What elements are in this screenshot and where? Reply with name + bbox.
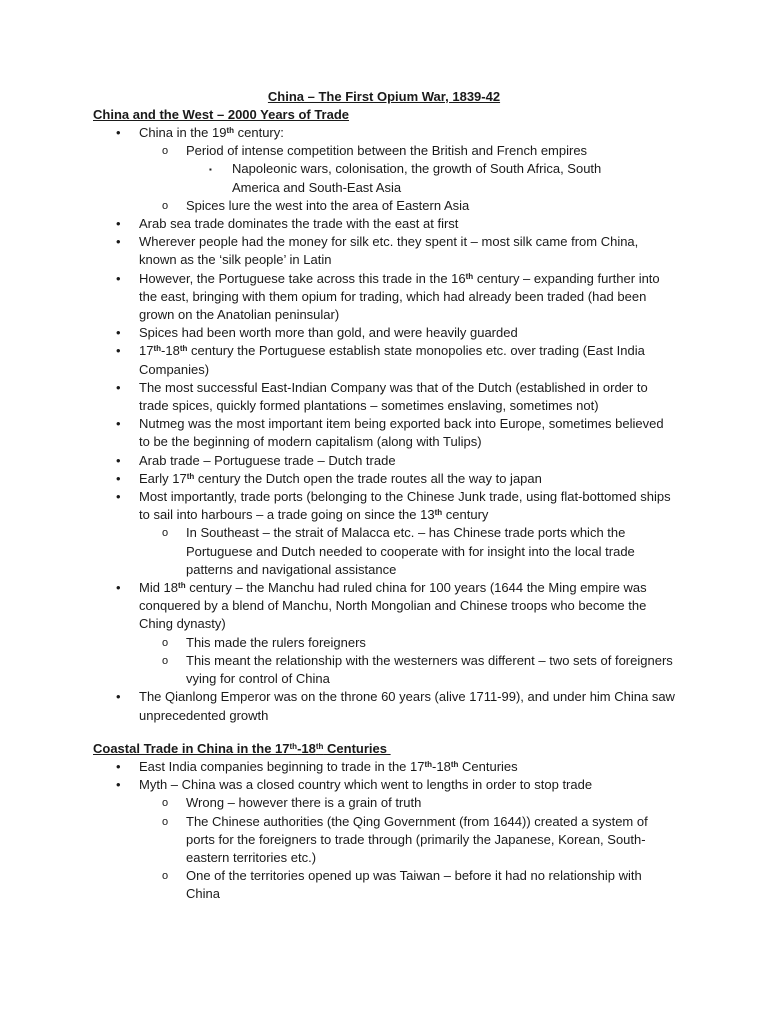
list-item-text: Early 17th century the Dutch open the trade routes all the way to japan bbox=[139, 470, 542, 486]
list-item-text: 17th-18th century the Portuguese establish state monopolies etc. over trading (East India Companies) bbox=[139, 343, 645, 377]
list-item-text: Mid 18th century – the Manchu had ruled china for 100 years (1644 the Ming empire was conquered by a blend of Manchu, North Mongolian and Chinese troops who become the Ching dynasty) bbox=[139, 580, 647, 632]
list-item bbox=[0, 215, 675, 233]
list-item-text: Arab sea trade dominates the trade with the east at first bbox=[139, 216, 459, 232]
bullet-marker-icon: • bbox=[116, 580, 121, 596]
bullet-marker-icon: • bbox=[116, 343, 121, 359]
list-item-text: This made the rulers foreigners bbox=[186, 634, 366, 650]
bullet-marker-icon: o bbox=[162, 654, 169, 667]
bullet-marker-icon: • bbox=[116, 777, 121, 793]
bullet-marker-icon: • bbox=[116, 125, 121, 140]
list-item bbox=[0, 488, 675, 524]
list-item bbox=[0, 634, 676, 652]
bullet-marker-icon: • bbox=[116, 759, 121, 774]
bullet-marker-icon: • bbox=[116, 489, 121, 505]
list-item bbox=[0, 688, 675, 724]
list-item-text: One of the territories opened up was Taiwan – before it had no relationship with China bbox=[186, 868, 642, 902]
list-item bbox=[0, 470, 675, 488]
list-item-text: Wrong – however there is a grain of truth bbox=[186, 795, 422, 811]
bullet-marker-icon: ▪ bbox=[209, 165, 212, 175]
list-item bbox=[0, 233, 675, 269]
list-item bbox=[0, 324, 675, 342]
list-item bbox=[0, 142, 676, 160]
section-heading: Coastal Trade in China in the 17th-18th Centuries bbox=[93, 741, 391, 756]
list-item bbox=[0, 415, 675, 451]
list-item bbox=[0, 652, 676, 688]
list-item-text: Nutmeg was the most important item being exported back into Europe, sometimes believed to be the beginning of modern capitalism (along with Tulips) bbox=[139, 416, 664, 450]
bullet-marker-icon: o bbox=[162, 145, 169, 158]
bullet-marker-icon: o bbox=[162, 870, 169, 883]
bullet-marker-icon: • bbox=[116, 416, 121, 432]
bullet-marker-icon: o bbox=[162, 815, 169, 828]
bullet-list bbox=[0, 124, 768, 725]
list-item bbox=[0, 452, 675, 470]
bullet-marker-icon: • bbox=[116, 325, 121, 341]
bullet-marker-icon: • bbox=[116, 470, 121, 486]
bullet-marker-icon: • bbox=[116, 270, 121, 286]
bullet-marker-icon: • bbox=[116, 234, 121, 250]
bullet-marker-icon: • bbox=[116, 689, 121, 705]
list-item-text: Spices had been worth more than gold, and were heavily guarded bbox=[139, 325, 518, 341]
list-item-text: Period of intense competition between the British and French empires bbox=[186, 143, 588, 159]
bullet-marker-icon: • bbox=[116, 452, 121, 468]
section-heading: China and the West – 2000 Years of Trade bbox=[93, 107, 350, 122]
list-item-text: Spices lure the west into the area of Eastern Asia bbox=[186, 197, 470, 213]
list-item bbox=[0, 867, 676, 903]
list-item-text: Most importantly, trade ports (belonging to the Chinese Junk trade, using flat-bottomed ships to sail into harbours – a trade going on since the 13th century bbox=[139, 489, 671, 523]
list-item bbox=[0, 160, 644, 196]
list-item-text: China in the 19th century: bbox=[139, 125, 284, 140]
list-item-text: The Qianlong Emperor was on the throne 60 years (alive 1711-99), and under him China saw unprecedented growth bbox=[139, 689, 675, 723]
list-item bbox=[0, 270, 675, 325]
list-item bbox=[0, 342, 675, 378]
list-item-text: This meant the relationship with the westerners was different – two sets of foreigners vying for control of China bbox=[186, 652, 673, 687]
list-item-text: Arab trade – Portuguese trade – Dutch trade bbox=[139, 452, 396, 468]
bullet-marker-icon: • bbox=[116, 379, 121, 395]
bullet-list bbox=[0, 758, 768, 904]
list-item-text: However, the Portuguese take across this trade in the 16th century – expanding further into the east, bringing with them opium for trading, which had already been traded (had been grown on the Anatolian peninsular) bbox=[139, 270, 660, 323]
list-item-text: Wherever people had the money for silk etc. they spent it – most silk came from China, known as the ‘silk people’ in Latin bbox=[139, 234, 639, 268]
list-item bbox=[0, 524, 676, 579]
bullet-marker-icon: • bbox=[116, 216, 121, 232]
list-item bbox=[0, 776, 675, 794]
bullet-marker-icon: o bbox=[162, 797, 169, 810]
list-item bbox=[0, 813, 676, 868]
document-title: China – The First Opium War, 1839-42 bbox=[267, 89, 501, 104]
bullet-marker-icon: o bbox=[162, 636, 169, 649]
list-item bbox=[0, 197, 676, 215]
list-item bbox=[0, 579, 675, 634]
list-item bbox=[0, 124, 675, 142]
list-item bbox=[0, 794, 676, 812]
bullet-marker-icon: o bbox=[162, 527, 169, 540]
list-item-text: East India companies beginning to trade in the 17th-18th Centuries bbox=[139, 759, 518, 774]
list-item bbox=[0, 379, 675, 415]
list-item-text: The Chinese authorities (the Qing Government (from 1644)) created a system of ports for the foreigners to trade through (primarily the Japanese, Korean, South-eastern territories etc.) bbox=[186, 813, 648, 866]
list-item-text: The most successful East-Indian Company was that of the Dutch (established in order to trade spices, quickly formed plantations – sometimes enslaving, sometimes not) bbox=[139, 379, 648, 414]
list-item-text: Napoleonic wars, colonisation, the growth of South Africa, South America and South-East Asia bbox=[232, 161, 602, 195]
list-item-text: In Southeast – the strait of Malacca etc. – has Chinese trade ports which the Portuguese and Dutch needed to cooperate with for insight into the local trade patterns and navigational assistance bbox=[186, 525, 635, 577]
list-item-text: Myth – China was a closed country which went to lengths in order to stop trade bbox=[139, 777, 593, 793]
list-item bbox=[0, 758, 675, 776]
bullet-marker-icon: o bbox=[162, 199, 169, 212]
